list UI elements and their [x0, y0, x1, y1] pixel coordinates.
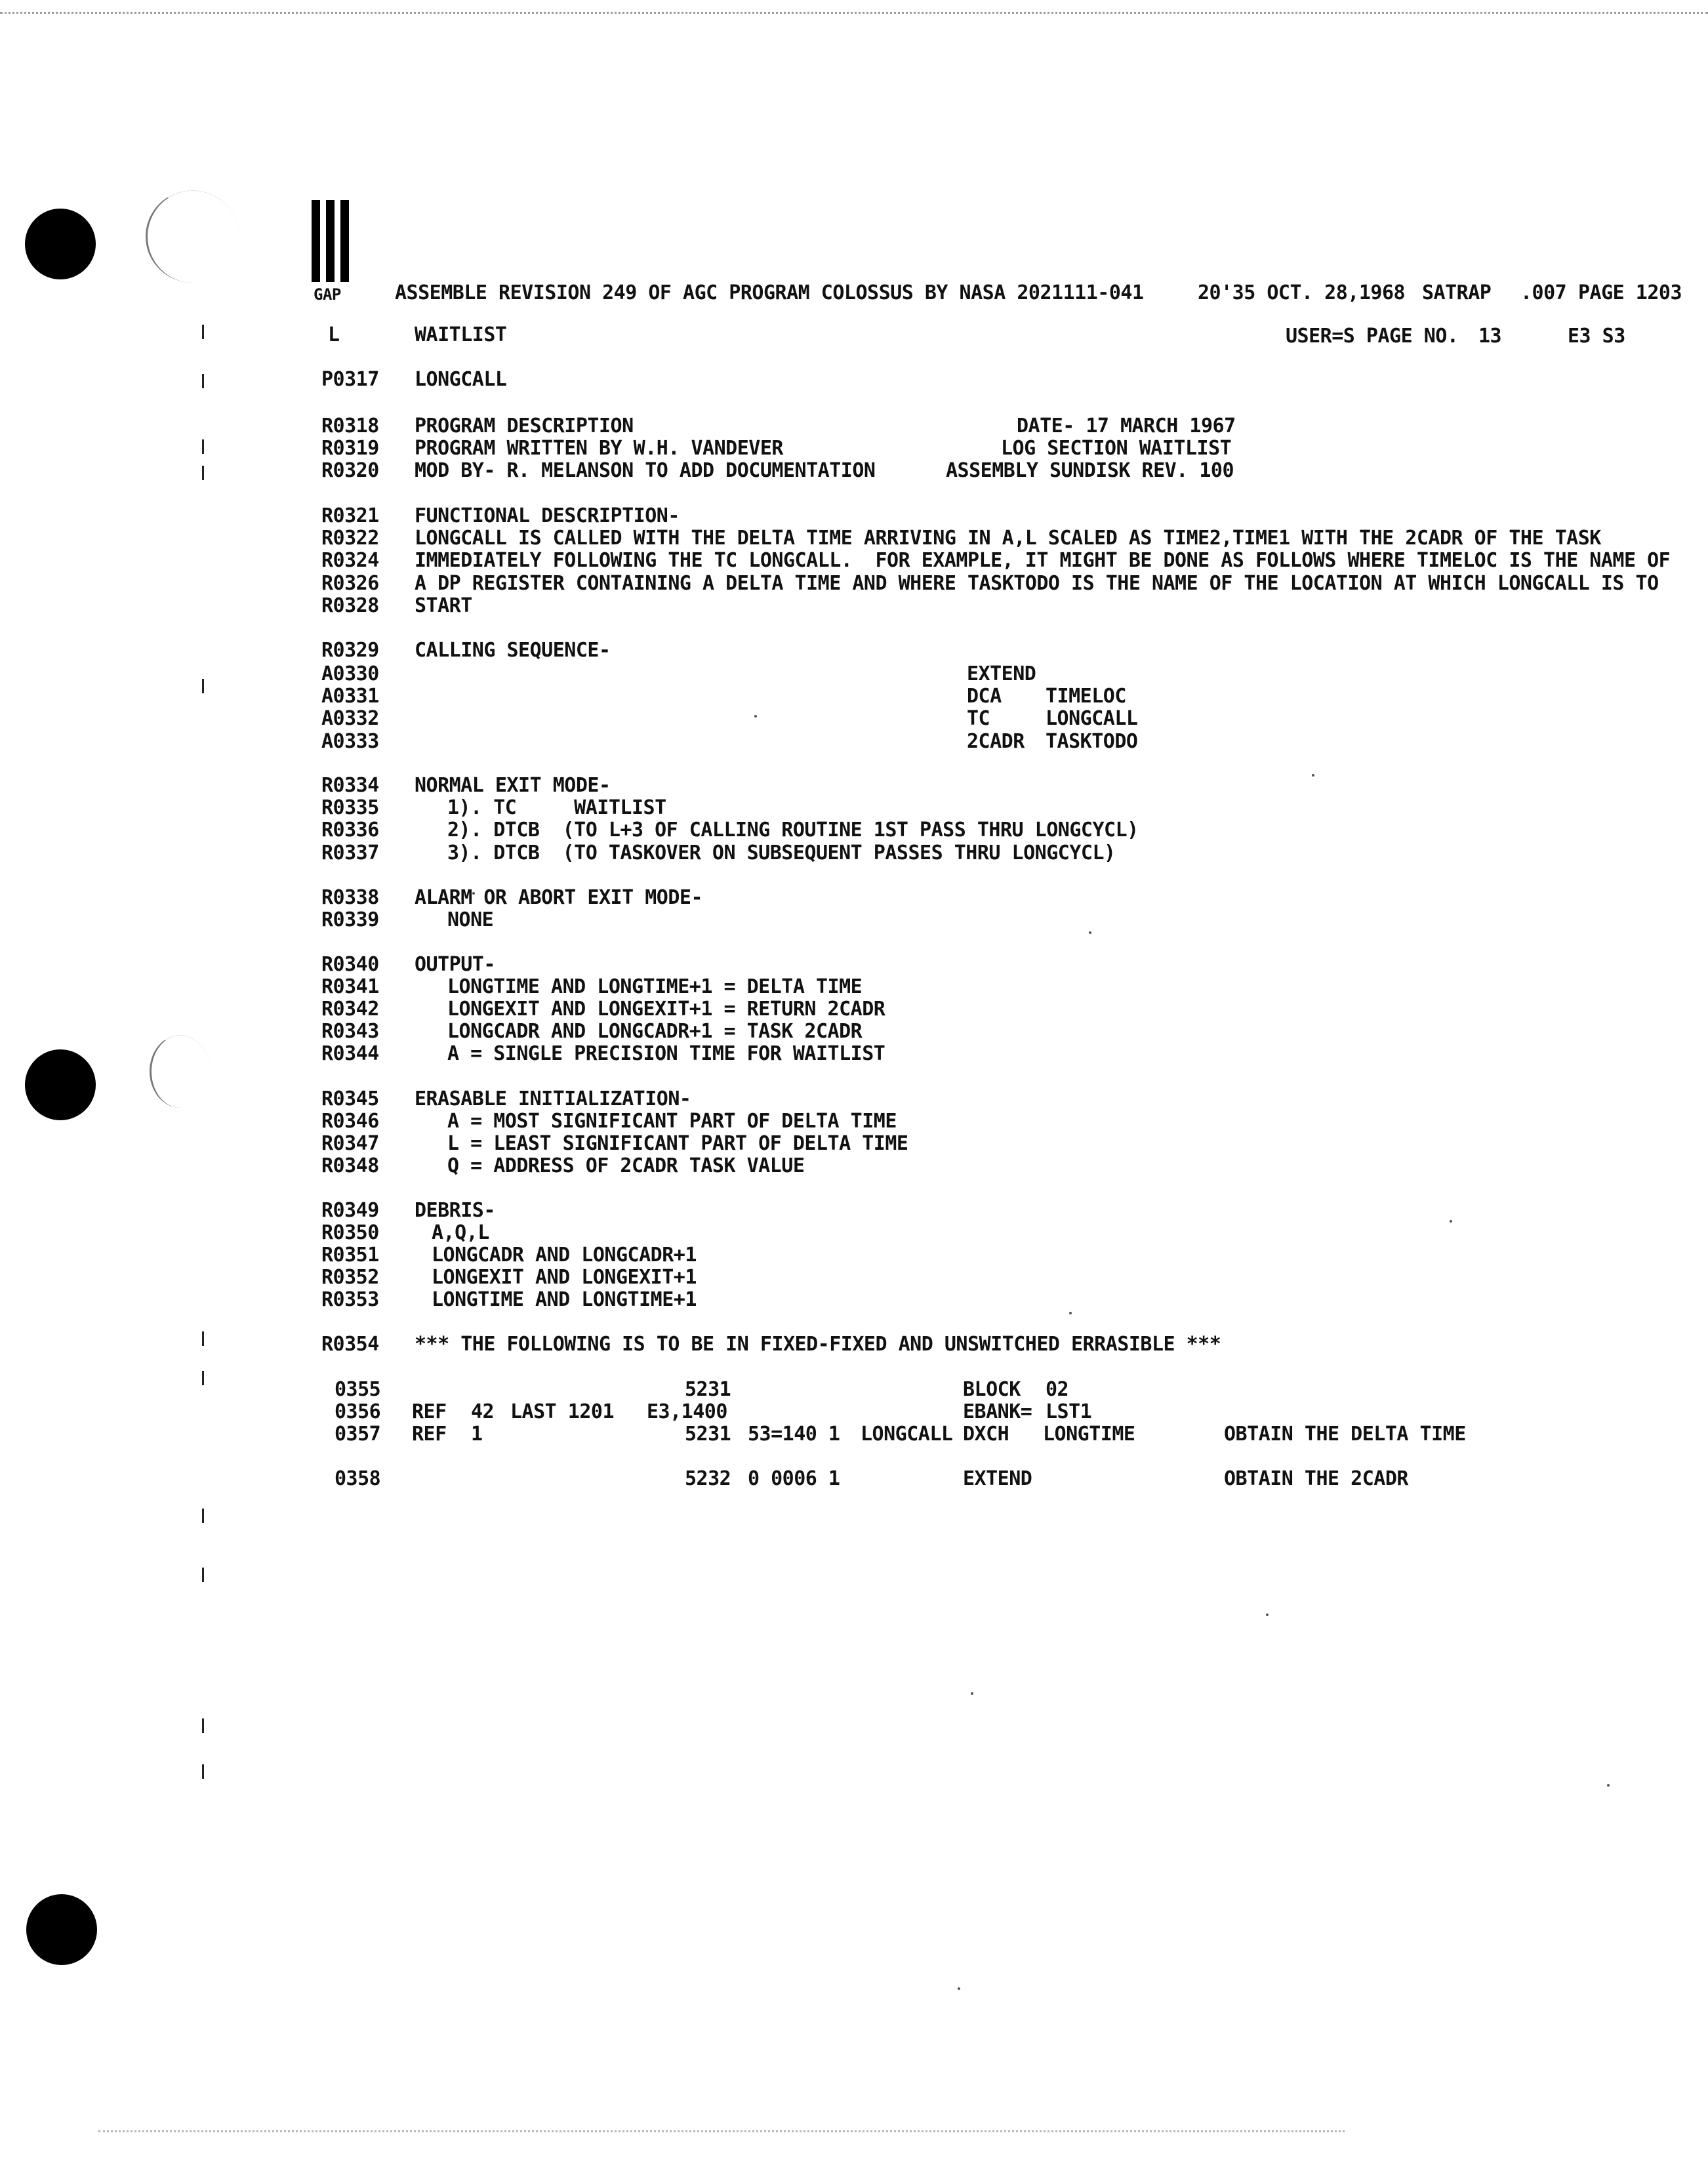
- speck: [971, 1692, 973, 1695]
- margin-tick: [202, 1568, 204, 1582]
- line-text: A = SINGLE PRECISION TIME FOR WAITLIST: [447, 1042, 885, 1065]
- line-label: R0339: [321, 908, 379, 931]
- code-word: 0 0006 1: [748, 1467, 840, 1490]
- code-address: 5231: [685, 1378, 731, 1401]
- line-text: LONGEXIT AND LONGEXIT+1 = RETURN 2CADR: [447, 998, 885, 1021]
- line-label: R0342: [321, 998, 379, 1021]
- speck: [1266, 1613, 1269, 1616]
- code-comment: OBTAIN THE 2CADR: [1224, 1467, 1408, 1490]
- line-label: R0328: [321, 594, 379, 617]
- line-label: P0317: [321, 368, 379, 391]
- line-label: R0353: [321, 1288, 379, 1311]
- line-text: DEBRIS-: [415, 1199, 495, 1222]
- user-page-label: USER=S PAGE NO.: [1286, 325, 1459, 348]
- code-op: EXTEND: [963, 1467, 1032, 1490]
- line-label: R0324: [321, 549, 379, 572]
- code-tag: LONGCALL: [861, 1423, 953, 1446]
- line-label: R0347: [321, 1132, 379, 1155]
- speck: [1069, 1312, 1072, 1314]
- speck: [1089, 931, 1091, 934]
- code-op: DXCH: [963, 1423, 1009, 1446]
- line-text: A,Q,L: [432, 1221, 489, 1244]
- header-program: SATRAP: [1422, 281, 1492, 304]
- punch-hole-bottom: [26, 1894, 97, 1965]
- line-text: L = LEAST SIGNIFICANT PART OF DELTA TIME: [447, 1132, 908, 1155]
- margin-tick: [202, 1718, 204, 1733]
- section-type: L: [328, 323, 340, 346]
- line-label: R0318: [321, 415, 379, 437]
- margin-tick: [202, 1331, 204, 1346]
- line-text: 2). DTCB (TO L+3 OF CALLING ROUTINE 1ST PASS THRU LONGCYCL): [447, 819, 1139, 842]
- line-label: R0326: [321, 572, 379, 595]
- line-label: R0336: [321, 819, 379, 842]
- code-ref-number: 1: [471, 1423, 483, 1446]
- page-bottom-edge: [98, 2130, 1345, 2132]
- line-text: LONGTIME AND LONGTIME+1: [432, 1288, 697, 1311]
- code-comment: OBTAIN THE DELTA TIME: [1224, 1423, 1466, 1446]
- line-label: R0329: [321, 639, 379, 662]
- speck: [754, 715, 757, 718]
- code-line-number: 0355: [335, 1378, 381, 1401]
- code-ref: REF: [412, 1400, 447, 1423]
- calling-operand: TIMELOC: [1046, 685, 1126, 708]
- line-text: LONGCALL: [415, 368, 507, 391]
- section-title: WAITLIST: [415, 323, 507, 346]
- line-text: 3). DTCB (TO TASKOVER ON SUBSEQUENT PASSES THRU LONGCYCL): [447, 842, 1116, 864]
- header-version: .007: [1520, 281, 1567, 304]
- bank-id: E3 S3: [1568, 325, 1625, 348]
- line-label: R0340: [321, 953, 379, 976]
- code-op: BLOCK: [963, 1378, 1021, 1401]
- line-text: LONGTIME AND LONGTIME+1 = DELTA TIME: [447, 975, 863, 998]
- margin-tick: [202, 439, 204, 454]
- code-last: LAST 1201: [510, 1400, 615, 1423]
- line-right-text: ASSEMBLY SUNDISK REV. 100: [946, 459, 1234, 482]
- line-label: A0330: [321, 662, 379, 685]
- calling-operand: LONGCALL: [1046, 707, 1138, 730]
- line-label: R0337: [321, 842, 379, 864]
- code-line-number: 0356: [335, 1400, 381, 1423]
- line-label: R0351: [321, 1244, 379, 1267]
- code-address: 5232: [685, 1467, 731, 1490]
- line-text: START: [415, 594, 472, 617]
- line-label: R0348: [321, 1154, 379, 1177]
- code-operand: LONGTIME: [1043, 1423, 1135, 1446]
- margin-tick: [202, 466, 204, 480]
- line-text: FUNCTIONAL DESCRIPTION-: [415, 504, 680, 527]
- line-text: OUTPUT-: [415, 953, 495, 976]
- line-label: R0354: [321, 1333, 379, 1356]
- line-text: *** THE FOLLOWING IS TO BE IN FIXED-FIXED AND UNSWITCHED ERRASIBLE ***: [415, 1333, 1221, 1356]
- speck: [1450, 1220, 1452, 1223]
- code-operand: LST1: [1046, 1400, 1092, 1423]
- line-label: A0333: [321, 730, 379, 753]
- speck: [1312, 774, 1314, 777]
- line-label: R0350: [321, 1221, 379, 1244]
- line-text: PROGRAM DESCRIPTION: [415, 415, 634, 437]
- header-page: PAGE 1203: [1578, 281, 1682, 304]
- margin-tick: [202, 325, 204, 339]
- code-bank: E3,1400: [647, 1400, 727, 1423]
- line-label: R0319: [321, 437, 379, 460]
- code-address: 5231: [685, 1423, 731, 1446]
- line-label: R0352: [321, 1266, 379, 1289]
- calling-op: DCA: [967, 685, 1002, 708]
- punch-hole-shadow-middle: [150, 1035, 211, 1108]
- line-label: R0345: [321, 1087, 379, 1110]
- punch-hole-top: [25, 209, 96, 279]
- line-text: ERASABLE INITIALIZATION-: [415, 1087, 691, 1110]
- code-line-number: 0358: [335, 1467, 381, 1490]
- calling-op: 2CADR: [967, 730, 1025, 753]
- code-word: 53=140 1: [748, 1423, 840, 1446]
- line-text: ALARM OR ABORT EXIT MODE-: [415, 886, 703, 909]
- line-text: NONE: [447, 908, 494, 931]
- line-text: Q = ADDRESS OF 2CADR TASK VALUE: [447, 1154, 805, 1177]
- punch-hole-shadow-top: [146, 190, 239, 283]
- margin-tick: [202, 374, 204, 388]
- line-label: R0335: [321, 796, 379, 819]
- code-operand: 02: [1046, 1378, 1069, 1401]
- calling-op: EXTEND: [967, 662, 1036, 685]
- line-label: A0332: [321, 707, 379, 730]
- line-text: CALLING SEQUENCE-: [415, 639, 611, 662]
- line-text: LONGEXIT AND LONGEXIT+1: [432, 1266, 697, 1289]
- line-right-text: LOG SECTION WAITLIST: [1001, 437, 1232, 460]
- margin-tick: [202, 1509, 204, 1523]
- line-text: A = MOST SIGNIFICANT PART OF DELTA TIME: [447, 1110, 897, 1133]
- code-op: EBANK=: [963, 1400, 1032, 1423]
- header-timestamp: 20'35 OCT. 28,1968: [1198, 281, 1406, 304]
- line-label: R0321: [321, 504, 379, 527]
- code-ref: REF: [412, 1423, 447, 1446]
- margin-tick: [202, 1764, 204, 1779]
- calling-operand: TASKTODO: [1046, 730, 1138, 753]
- line-label: R0322: [321, 527, 379, 550]
- line-label: R0320: [321, 459, 379, 482]
- line-text: A DP REGISTER CONTAINING A DELTA TIME AND WHERE TASKTODO IS THE NAME OF THE LOCATION AT WHICH LONGCALL IS TO: [415, 572, 1659, 595]
- punch-hole-middle: [25, 1049, 96, 1120]
- calling-op: TC: [967, 707, 990, 730]
- line-text: NORMAL EXIT MODE-: [415, 774, 611, 797]
- line-right-text: DATE- 17 MARCH 1967: [1017, 415, 1236, 437]
- line-label: R0334: [321, 774, 379, 797]
- header-mark: GAP: [314, 285, 341, 304]
- line-label: R0344: [321, 1042, 379, 1065]
- line-label: A0331: [321, 685, 379, 708]
- line-label: R0346: [321, 1110, 379, 1133]
- line-text: IMMEDIATELY FOLLOWING THE TC LONGCALL. FOR EXAMPLE, IT MIGHT BE DONE AS FOLLOWS WHERE TIMELOC IS THE NAME OF: [415, 549, 1671, 572]
- margin-tick: [202, 1371, 204, 1385]
- line-label: R0343: [321, 1020, 379, 1043]
- line-text: LONGCADR AND LONGCADR+1 = TASK 2CADR: [447, 1020, 863, 1043]
- line-text: PROGRAM WRITTEN BY W.H. VANDEVER: [415, 437, 783, 460]
- line-text: LONGCADR AND LONGCADR+1: [432, 1244, 697, 1267]
- speck: [958, 1987, 960, 1990]
- line-label: R0338: [321, 886, 379, 909]
- header-title: ASSEMBLE REVISION 249 OF AGC PROGRAM COLOSSUS BY NASA 2021111-041: [395, 281, 1144, 304]
- code-ref-number: 42: [471, 1400, 495, 1423]
- code-line-number: 0357: [335, 1423, 381, 1446]
- line-label: R0341: [321, 975, 379, 998]
- line-text: LONGCALL IS CALLED WITH THE DELTA TIME ARRIVING IN A,L SCALED AS TIME2,TIME1 WITH THE 2CADR OF THE TASK: [415, 527, 1601, 550]
- user-page-number: 13: [1478, 325, 1502, 348]
- margin-tick: [202, 679, 204, 693]
- page-top-edge: [0, 12, 1708, 14]
- speck: [1607, 1784, 1610, 1787]
- line-text: MOD BY- R. MELANSON TO ADD DOCUMENTATION: [415, 459, 876, 482]
- line-label: R0349: [321, 1199, 379, 1222]
- line-text: 1). TC WAITLIST: [447, 796, 666, 819]
- separator-bars: [312, 200, 371, 282]
